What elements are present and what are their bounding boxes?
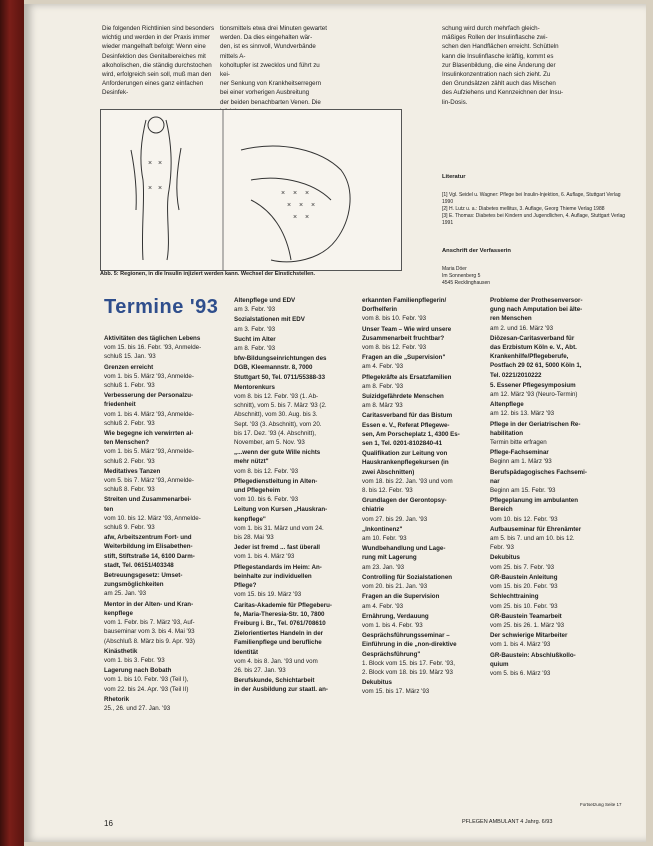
- literature-list: [1] Vgl. Seidel u. Wagner: Pflege bei Insulin-Injektion, 6. Auflage, Stuttgart Verlag 1990 [2] H. Lutz u. a.: Diabetes mellitus, 3. Auflage, Georg Thieme Verlag 1988 [3] E. Thomas: Diabetes bei Kindern und Jugendlichen, 4. Auflage, Stuttgart Verlag 1991: [442, 191, 626, 226]
- svg-text:×: ×: [305, 190, 310, 197]
- author-lines: Maria Döer Im Sonnenberg 5 4545 Recklinghausen: [442, 265, 491, 286]
- termin-entry: [490, 496, 616, 524]
- termin-title: Pflegedienstleitung in Alten- und Pflegeheim: [234, 477, 318, 495]
- termin-title: bfw-Bildungseinrichtungen des DGB, Kleemannstr. 8, 7000 Stuttgart 50, Tel. 0711/55388-33: [234, 355, 327, 381]
- termin-title: Mentor in der Alten- und Kran- kenpflege: [104, 600, 194, 617]
- svg-text:×: ×: [148, 185, 153, 192]
- termin-entry: [234, 354, 356, 382]
- termin-entry: [104, 467, 228, 495]
- article-column-2: tionsmittels etwa drei Minuten gewartet werden. Da dies eingehalten wär- den, ist es sinnvoll, Wundverbände mittels A- koholtupfer ist zwecklos und führt zu kei- ner Senkung von Krankheitserregern bei einer vorherigen Ausbreitung der beiden benachbarten Venen. Die: [220, 25, 327, 106]
- termin-title: Wie begegne ich verwirrten al- ten Menschen?: [104, 430, 194, 447]
- termin-date: vom 8. bis 12. Febr. '93: [362, 344, 427, 352]
- termine-column-4: [490, 296, 616, 812]
- termine-title: Termine '93: [104, 296, 219, 318]
- termin-date: am 8. März '93: [362, 402, 403, 410]
- termin-title: Lagerung nach Bobath: [104, 667, 172, 675]
- termin-title: afw, Arbeitszentrum Fort- und Weiterbildung im Elisabethen- stift, Stiftstraße 14, 6100 Darm- stadt, Tel. 06151/403348: [104, 534, 195, 569]
- termin-entry: [490, 651, 616, 679]
- termin-title: Leitung von Kursen „Hauskran- kenpflege": [234, 506, 328, 523]
- author-heading: Anschrift der Verfasserin: [442, 248, 511, 255]
- termin-date: vom 18. bis 22. Jan. '93 und vom 8. bis 12. Febr. '93: [362, 477, 453, 495]
- termin-date: vom 8. bis 10. Febr. '93: [362, 315, 427, 323]
- termin-entry: [234, 543, 356, 561]
- termin-date: am 12. März '93 (Neuro-Termin): [490, 391, 578, 399]
- article-column-3: schung wird durch mehrfach gleich- mäßiges Rollen der Insulinflasche zwi- schen den Handflächen erreicht. Schütteln kann die Insulinflasche kräftig, kommt es zur Blasenbildung, die eine Änderung der Insulinkonzentration nach sich zieht. Zu den Grundsätzen zählt auch das Mischen des Aufziehens und Kennzeichnen der Insu- lin-Dosis.: [442, 25, 564, 106]
- termin-title: „...wenn der gute Wille nichts mehr nützt": [234, 449, 321, 466]
- termin-entry: [234, 601, 356, 629]
- termin-entry: [362, 631, 486, 677]
- termin-date: Beginn am 1. März '93: [490, 458, 552, 466]
- termin-date: vom 25. bis 26. 1. März '93: [490, 621, 565, 629]
- termin-title: Suizidgefährdete Menschen: [362, 393, 444, 401]
- termin-entry: [490, 525, 616, 553]
- termin-entry: [490, 553, 616, 571]
- literature-heading: Literatur: [442, 174, 466, 181]
- termin-date: vom 5. bis 6. März '93: [490, 669, 551, 677]
- termin-entry: [104, 391, 228, 428]
- termin-entry: [362, 678, 486, 696]
- page-number: 16: [104, 819, 113, 828]
- termin-date: am 3. Febr. '93: [234, 325, 276, 333]
- svg-text:×: ×: [311, 202, 316, 209]
- termin-title: Kinästhetik: [104, 647, 138, 655]
- termin-date: vom 20. bis 21. Jan. '93: [362, 583, 428, 591]
- termin-title: Probleme der Prothesenversor- gung nach Amputation bei älte- ren Menschen: [490, 297, 583, 323]
- termin-entry: [362, 411, 486, 448]
- termin-date: vom 15. bis 16. Febr. '93, Anmelde- schluß 15. Jan. '93: [104, 344, 202, 361]
- magazine-page: [24, 4, 646, 842]
- termin-entry: [490, 631, 616, 649]
- termin-date: vom 1. bis 5. März '93, Anmelde- schluß 1. Febr. '93: [104, 372, 194, 390]
- termin-date: vom 8. bis 12. Febr. '93: [234, 467, 299, 475]
- termin-entry: [104, 533, 228, 570]
- termin-title: Grenzen erreicht: [104, 363, 154, 371]
- termin-date: vom 1. bis 5. März '93, Anmelde- schluß 2. Febr. '93: [104, 448, 194, 465]
- termin-entry: [104, 334, 228, 362]
- termin-entry: [490, 592, 616, 610]
- termin-title: Dekubitus: [362, 679, 392, 687]
- termin-entry: [490, 420, 616, 448]
- termin-date: vom 1. bis 10. Febr. '93 (Teil I), vom 22. bis 24. Apr. '93 (Teil II): [104, 676, 189, 693]
- injection-figure: [100, 109, 402, 271]
- svg-text:×: ×: [293, 214, 298, 221]
- termin-date: vom 4. bis 8. Jan. '93 und vom 26. bis 27. Jan. '93: [234, 657, 318, 674]
- termin-date: vom 1. Febr. bis 7. März '93, Auf- bauseminar vom 3. bis 4. Mai '93 (Abschluß 8. März bis 9. Apr. '93): [104, 619, 195, 645]
- termine-column-3: [362, 296, 486, 812]
- termin-entry: [104, 666, 228, 694]
- termin-entry: [362, 392, 486, 410]
- termin-title: erkannten Familienpflegerin/ Dorfhelferin: [362, 297, 447, 314]
- termin-entry: [234, 448, 356, 476]
- termin-entry: [234, 315, 356, 333]
- termin-title: Fragen an die Supervision: [362, 593, 440, 601]
- termin-entry: [362, 525, 486, 543]
- termin-entry: [104, 647, 228, 665]
- termin-entry: [234, 335, 356, 353]
- termin-date: 25., 26. und 27. Jan. '93: [104, 704, 171, 712]
- termin-entry: [362, 449, 486, 495]
- continuation-note: Fortsetzung Seite 17: [580, 802, 622, 807]
- termin-date: am 5. bis 7. und am 10. bis 12. Febr. '93: [490, 535, 575, 552]
- termin-entry: [490, 573, 616, 591]
- svg-text:×: ×: [148, 160, 153, 167]
- termin-entry: [104, 600, 228, 646]
- termin-date: am 25. Jan. '93: [104, 590, 147, 598]
- termin-date: 1. Block vom 15. bis 17. Febr. '93, 2. Block vom 18. bis 19. März '93: [362, 659, 456, 676]
- termin-date: vom 10. bis 12. März '93, Anmelde- schluß 9. Febr. '93: [104, 514, 201, 532]
- termin-date: vom 1. bis 3. Febr. '93: [104, 656, 165, 664]
- termin-title: Controlling für Sozialstationen: [362, 573, 453, 581]
- termin-entry: [234, 629, 356, 675]
- termin-entry: [362, 325, 486, 353]
- figure-caption: Abb. 5: Regionen, in die Insulin injiziert werden kann. Wechsel der Einstichstellen.: [100, 271, 316, 277]
- termin-title: Zielorientiertes Handeln in der Familienpflege und berufliche Identität: [234, 630, 324, 656]
- termin-date: vom 10. bis 12. Febr. '93: [490, 515, 558, 523]
- termin-entry: [362, 544, 486, 572]
- termin-title: Aufbauseminar für Ehrenämter: [490, 525, 582, 533]
- termin-entry: [234, 296, 356, 314]
- termin-title: „Inkontinenz": [362, 525, 403, 533]
- author-address: [442, 238, 627, 286]
- literature-block: [442, 164, 627, 224]
- termin-title: GR-Baustein Teamarbeit: [490, 612, 562, 620]
- termin-entry: [490, 468, 616, 496]
- termin-date: am 4. Febr. '93: [362, 602, 404, 610]
- termin-title: Aktivitäten des täglichen Lebens: [104, 335, 201, 342]
- termin-title: Wundbehandlung und Lage- rung mit Lagerung: [362, 545, 446, 562]
- termin-date: am 23. Jan. '93: [362, 563, 405, 571]
- termin-title: Jeder ist fremd ... fast überall: [234, 544, 320, 552]
- termin-entry: [362, 573, 486, 591]
- termin-date: Beginn am 15. Febr. '93: [490, 487, 556, 495]
- termin-entry: [234, 563, 356, 600]
- termin-entry: [490, 400, 616, 418]
- termin-title: GR-Baustein: Abschlußkollo- quium: [490, 651, 576, 668]
- termin-date: vom 15. bis 19. März '93: [234, 591, 302, 599]
- termin-title: Pflegeplanung im ambulanten Bereich: [490, 497, 579, 514]
- termin-title: Pflegekräfte als Ersatzfamilien: [362, 373, 452, 381]
- termin-title: Rhetorik: [104, 695, 130, 703]
- termin-title: Pflege in der Geriatrischen Re- habilitation: [490, 420, 581, 437]
- termin-date: am 3. Febr. '93: [234, 306, 276, 314]
- termin-entry: [362, 373, 486, 391]
- termin-title: Qualifikation zur Leitung von Hauskrankenpflegekursen (in zwei Abschnitten): [362, 450, 449, 476]
- termin-entry: [362, 296, 486, 324]
- termin-entry: [490, 612, 616, 630]
- termin-date: vom 10. bis 6. Febr. '93: [234, 496, 299, 504]
- termin-date: vom 1. bis 31. März und vom 24. bis 28. Mai '93: [234, 524, 324, 542]
- termin-entry: [490, 448, 616, 466]
- termin-entry: [362, 592, 486, 610]
- termin-entry: [362, 496, 486, 524]
- termin-date: am 8. Febr. '93: [362, 382, 404, 390]
- termin-date: vom 25. bis 7. Febr. '93: [490, 563, 555, 571]
- termin-entry: [104, 495, 228, 532]
- termin-entry: [234, 505, 356, 542]
- termin-date: vom 8. bis 12. Febr. '93 (1. Ab- schnitt), vom 5. bis 7. März '93 (2. Abschnitt), vom 30. Aug. bis 3. Sept. '93 (3. Abschnitt), vom 20. bis 17. Dez. '93 (4. Abschnitt), November, am 5. Nov. '93: [234, 393, 327, 447]
- termine-column-2: [234, 296, 356, 812]
- termin-date: vom 1. bis 4. März '93: [234, 553, 295, 561]
- termin-entry: [234, 383, 356, 447]
- termin-date: am 4. Febr. '93: [362, 363, 404, 371]
- article-column-1: Die folgenden Richtlinien sind besonders wichtig und werden in der Praxis immer wieder mangelhaft befolgt: Wenn eine Desinfektion des Genitalbereiches mit alkoholischen, die ständig durchstochen wird, erfolgreich sein soll, muß man den Anforderungen eines ganz einfachen Desinfek-: [102, 25, 215, 97]
- termin-date: vom 5. bis 7. März '93, Anmelde- schluß 8. Febr. '93: [104, 477, 194, 494]
- termin-title: Unser Team – Wie wird unsere Zusammenarbeit fruchtbar?: [362, 325, 452, 342]
- termin-date: vom 25. bis 10. Febr. '93: [490, 602, 558, 610]
- termin-entry: [490, 334, 616, 380]
- termin-title: Altenpflege und EDV: [234, 297, 296, 304]
- termin-title: Der schwierige Mitarbeiter: [490, 632, 568, 640]
- termin-date: vom 1. bis 4. Febr. '93: [362, 621, 423, 629]
- termin-title: Verbesserung der Personalzu- friedenheit: [104, 392, 194, 409]
- termin-title: Grundlagen der Gerontopsy- chiatrie: [362, 497, 447, 514]
- termin-entry: [362, 353, 486, 371]
- termin-title: Altenpflege: [490, 401, 524, 409]
- termin-title: Streiten und Zusammenarbei- ten: [104, 496, 192, 513]
- termin-title: Schlechttraining: [490, 593, 539, 601]
- termin-date: am 8. Febr. '93: [234, 345, 276, 353]
- termin-title: Dekubitus: [490, 554, 520, 562]
- svg-text:×: ×: [158, 185, 163, 192]
- termin-title: Pflege-Fachseminar: [490, 449, 549, 457]
- termin-title: Caritasverband für das Bistum Essen e. V., Referat Pflegewe- sen, Am Porscheplatz 1, 4300 Es- sen 1, Tel. 0201-8102840-41: [362, 412, 460, 448]
- termin-title: 5. Essener Pflegesymposium: [490, 381, 576, 389]
- termin-title: Meditatives Tanzen: [104, 467, 161, 475]
- termin-title: Gesprächsführungsseminar – Einführung in die „non-direktive Gesprächsführung": [362, 632, 457, 658]
- svg-text:×: ×: [287, 202, 292, 209]
- termin-entry: [490, 381, 616, 399]
- termin-date: vom 15. bis 20. Febr. '93: [490, 583, 558, 591]
- svg-text:×: ×: [281, 190, 286, 197]
- termin-entry: [104, 363, 228, 391]
- termin-date: vom 27. bis 29. Jan. '93: [362, 515, 428, 523]
- svg-text:×: ×: [305, 214, 310, 221]
- termin-entry: [490, 296, 616, 333]
- termin-title: Berufskunde, Schichtarbeit in der Ausbildung zur staatl. an-: [234, 677, 328, 694]
- termin-entry: [234, 676, 356, 694]
- termin-title: Pflegestandards im Heim: An- beinhalte zur individuellen Pflege?: [234, 563, 322, 590]
- termin-entry: [104, 429, 228, 466]
- journal-footer: PFLEGEN AMBULANT 4 Jahrg. 6/93: [462, 819, 553, 825]
- termin-date: vom 1. bis 4. März '93: [490, 641, 551, 649]
- termin-date: am 2. und 16. März '93: [490, 324, 554, 332]
- svg-text:×: ×: [299, 202, 304, 209]
- svg-text:×: ×: [293, 190, 298, 197]
- termin-title: Caritas-Akademie für Pflegeberu- fe, Maria-Theresia-Str. 10, 7800 Freiburg i. Br., Tel. 0761/708610: [234, 601, 332, 627]
- termin-date: Termin bitte erfragen: [490, 439, 547, 447]
- termin-entry: [234, 477, 356, 505]
- termin-title: GR-Baustein Anleitung: [490, 573, 558, 581]
- termin-title: Ernährung, Verdauung: [362, 612, 429, 620]
- termin-date: am 10. Febr. '93: [362, 535, 407, 543]
- termin-title: Sucht im Alter: [234, 335, 276, 343]
- termin-title: Berufspädagogisches Fachsemi- nar: [490, 468, 587, 485]
- termin-title: Mentorenkurs: [234, 383, 275, 391]
- termine-column-1: [104, 334, 228, 812]
- termin-entry: [104, 695, 228, 713]
- termin-title: Fragen an die „Supervision": [362, 354, 446, 362]
- termin-date: vom 15. bis 17. März '93: [362, 688, 430, 696]
- body-illustration: [101, 110, 401, 270]
- termin-date: am 12. bis 13. März '93: [490, 410, 555, 418]
- termin-entry: [362, 612, 486, 630]
- book-spine: [0, 0, 24, 846]
- termin-title: Betreuungsgesetz: Umset- zungsmöglichkeiten: [104, 572, 183, 589]
- termin-entry: [104, 571, 228, 599]
- svg-text:×: ×: [158, 160, 163, 167]
- termin-date: vom 1. bis 4. März '93, Anmelde- schluß 2. Febr. '93: [104, 410, 194, 427]
- termin-title: Sozialstationen mit EDV: [234, 316, 305, 324]
- termin-title: Diözesan-Caritasverband für das Erzbistum Köln e. V., Abt. Krankenhilfe/Pflegeberufe, Postfach 29 02 61, 5000 Köln 1, Tel. 0221/2010222: [490, 334, 582, 379]
